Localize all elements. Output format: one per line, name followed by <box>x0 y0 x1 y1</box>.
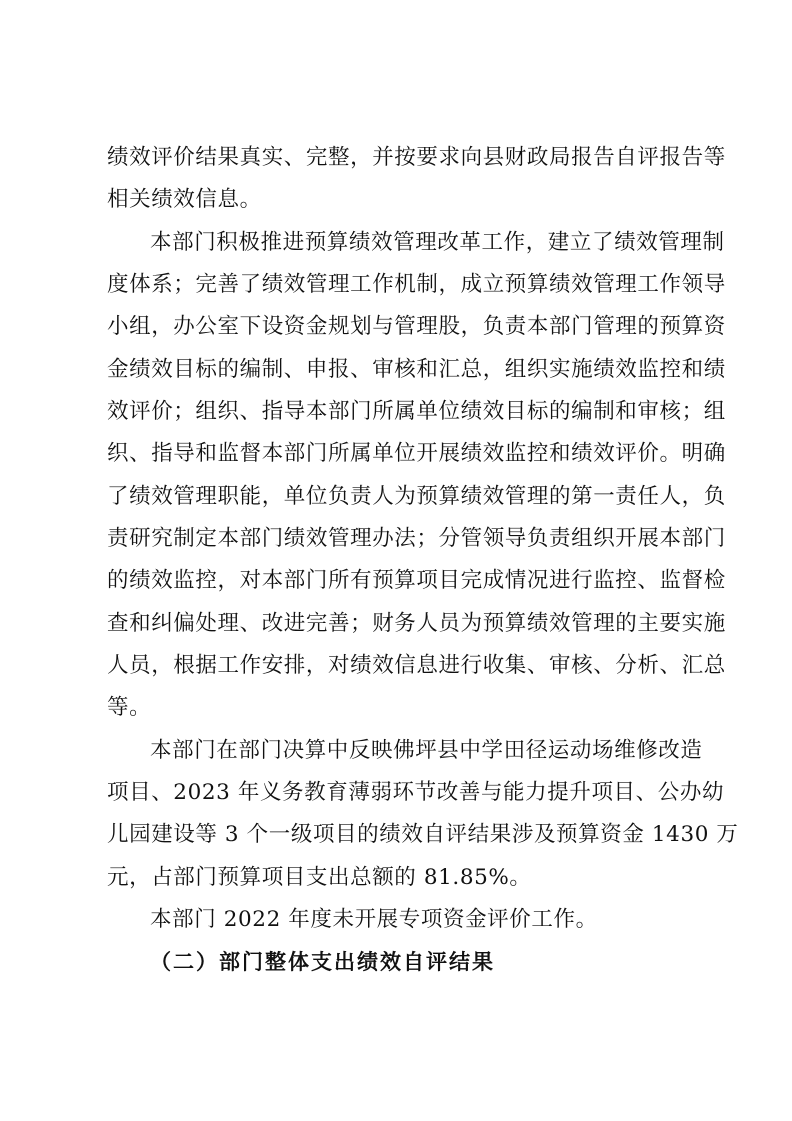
paragraph-line: 责研究制定本部门绩效管理办法；分管领导负责组织开展本部门 <box>107 526 726 551</box>
paragraph-line: 人员，根据工作安排，对绩效信息进行收集、审核、分析、汇总 <box>107 653 726 678</box>
paragraph-line: 查和纠偏处理、改进完善；财务人员为预算绩效管理的主要实施 <box>107 611 726 636</box>
paragraph-line: 织、指导和监督本部门所属单位开展绩效监控和绩效评价。明确 <box>107 441 726 466</box>
paragraph-line: 本部门积极推进预算绩效管理改革工作，建立了绩效管理制 <box>150 230 725 255</box>
paragraph-line: 元，占部门预算项目支出总额的 81.85%。 <box>107 865 532 890</box>
paragraph-line: 了绩效管理职能，单位负责人为预算绩效管理的第一责任人，负 <box>107 484 726 509</box>
paragraph-line: 本部门 2022 年度未开展专项资金评价工作。 <box>150 907 598 932</box>
paragraph-line: 金绩效目标的编制、申报、审核和汇总，组织实施绩效监控和绩 <box>107 357 726 382</box>
paragraph-line: 绩效评价结果真实、完整，并按要求向县财政局报告自评报告等 <box>107 145 726 170</box>
paragraph-line: 项目、2023 年义务教育薄弱环节改善与能力提升项目、公办幼 <box>107 780 725 805</box>
paragraph-line: 等。 <box>107 695 152 720</box>
paragraph-line: 儿园建设等 3 个一级项目的绩效自评结果涉及预算资金 1430 万 <box>107 822 739 847</box>
paragraph-line: 相关绩效信息。 <box>107 187 262 212</box>
section-heading: （二）部门整体支出绩效自评结果 <box>150 950 495 974</box>
paragraph-line: 度体系；完善了绩效管理工作机制，成立预算绩效管理工作领导 <box>107 272 726 297</box>
paragraph-line: 的绩效监控，对本部门所有预算项目完成情况进行监控、监督检 <box>107 568 726 593</box>
paragraph-line: 效评价；组织、指导本部门所属单位绩效目标的编制和审核；组 <box>107 399 726 424</box>
paragraph-line: 小组，办公室下设资金规划与管理股，负责本部门管理的预算资 <box>107 314 726 339</box>
paragraph-line: 本部门在部门决算中反映佛坪县中学田径运动场维修改造 <box>150 738 703 763</box>
